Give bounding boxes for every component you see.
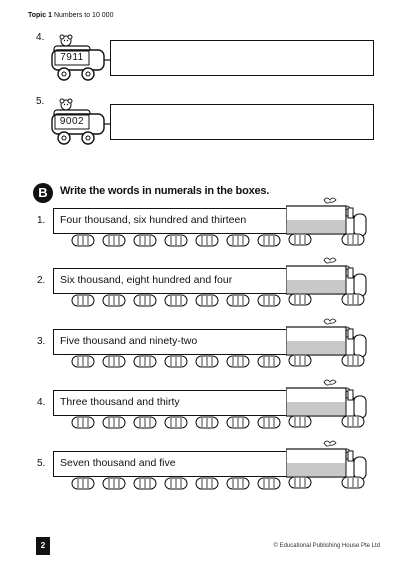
number-words: Seven thousand and five bbox=[60, 457, 176, 469]
wheel-pair-icon bbox=[72, 478, 94, 489]
wheel-pair-icon bbox=[72, 235, 94, 246]
number-words: Four thousand, six hundred and thirteen bbox=[60, 214, 247, 226]
page-header bbox=[28, 12, 113, 19]
engine-number: 7911 bbox=[60, 52, 84, 63]
answer-box[interactable] bbox=[287, 389, 345, 403]
word-carriage bbox=[53, 329, 290, 355]
number-words: Five thousand and ninety-two bbox=[60, 335, 198, 347]
answer-box[interactable] bbox=[287, 207, 345, 221]
answer-box[interactable] bbox=[287, 450, 345, 464]
wheel-pair-icon bbox=[165, 478, 187, 489]
wheel-pair-icon bbox=[103, 295, 125, 306]
wheel-pair-icon bbox=[134, 235, 156, 246]
word-carriage bbox=[53, 390, 290, 416]
question-number: 4. bbox=[36, 32, 45, 43]
wheel-pair-icon bbox=[103, 235, 125, 246]
wheel-pair-icon bbox=[196, 356, 218, 367]
engine-number: 9002 bbox=[59, 116, 85, 127]
locomotive-icon bbox=[286, 194, 372, 250]
locomotive-icon bbox=[286, 437, 372, 493]
locomotive-icon bbox=[286, 315, 372, 371]
wheel-pair-icon bbox=[258, 417, 280, 428]
topic-label: Topic 1 bbox=[28, 12, 52, 19]
wheel-pair-icon bbox=[196, 235, 218, 246]
wheel-pair-icon bbox=[227, 417, 249, 428]
wheel-pair-icon bbox=[134, 417, 156, 428]
wheel-pair-icon bbox=[165, 417, 187, 428]
copyright: © Educational Publishing House Pte Ltd bbox=[273, 543, 380, 549]
wheel-pair-icon bbox=[165, 235, 187, 246]
wheel-pair-icon bbox=[196, 478, 218, 489]
question-number: 3. bbox=[37, 336, 46, 347]
wheel-pair-icon bbox=[134, 295, 156, 306]
wheel-pair-icon bbox=[196, 417, 218, 428]
wheel-pair-icon bbox=[72, 417, 94, 428]
wheels bbox=[68, 477, 288, 491]
answer-box[interactable] bbox=[287, 267, 345, 281]
wheel-pair-icon bbox=[258, 478, 280, 489]
wheel-pair-icon bbox=[227, 295, 249, 306]
wheel-pair-icon bbox=[196, 295, 218, 306]
wheel-pair-icon bbox=[72, 356, 94, 367]
number-words: Three thousand and thirty bbox=[60, 396, 180, 408]
wheels bbox=[68, 234, 288, 248]
topic-title: Numbers to 10 000 bbox=[53, 12, 114, 19]
wheel-pair-icon bbox=[258, 295, 280, 306]
wheel-pair-icon bbox=[103, 356, 125, 367]
wheel-pair-icon bbox=[258, 235, 280, 246]
wheel-pair-icon bbox=[165, 295, 187, 306]
wheel-pair-icon bbox=[227, 478, 249, 489]
locomotive-icon bbox=[286, 254, 372, 310]
wheel-pair-icon bbox=[103, 417, 125, 428]
question-number: 4. bbox=[37, 397, 46, 408]
question-number: 5. bbox=[36, 96, 45, 107]
word-carriage bbox=[53, 451, 290, 477]
wheels bbox=[68, 294, 288, 308]
word-carriage bbox=[53, 208, 290, 234]
answer-box[interactable] bbox=[110, 40, 374, 76]
wheel-pair-icon bbox=[134, 356, 156, 367]
small-engine bbox=[44, 98, 112, 148]
wheel-pair-icon bbox=[258, 356, 280, 367]
wheel-pair-icon bbox=[227, 356, 249, 367]
number-words: Six thousand, eight hundred and four bbox=[60, 274, 233, 286]
wheels bbox=[68, 416, 288, 430]
locomotive-icon bbox=[286, 376, 372, 432]
wheel-pair-icon bbox=[134, 478, 156, 489]
question-number: 1. bbox=[37, 215, 46, 226]
page-number: 2 bbox=[36, 537, 50, 555]
wheels bbox=[68, 355, 288, 369]
section-instruction: Write the words in numerals in the boxes. bbox=[60, 185, 270, 197]
question-number: 2. bbox=[37, 275, 46, 286]
wheel-pair-icon bbox=[72, 295, 94, 306]
answer-box[interactable] bbox=[110, 104, 374, 140]
wheel-pair-icon bbox=[103, 478, 125, 489]
wheel-pair-icon bbox=[165, 356, 187, 367]
question-number: 5. bbox=[37, 458, 46, 469]
word-carriage bbox=[53, 268, 290, 294]
answer-box[interactable] bbox=[287, 328, 345, 342]
small-engine bbox=[44, 34, 112, 84]
section-badge: B bbox=[33, 183, 53, 203]
wheel-pair-icon bbox=[227, 235, 249, 246]
